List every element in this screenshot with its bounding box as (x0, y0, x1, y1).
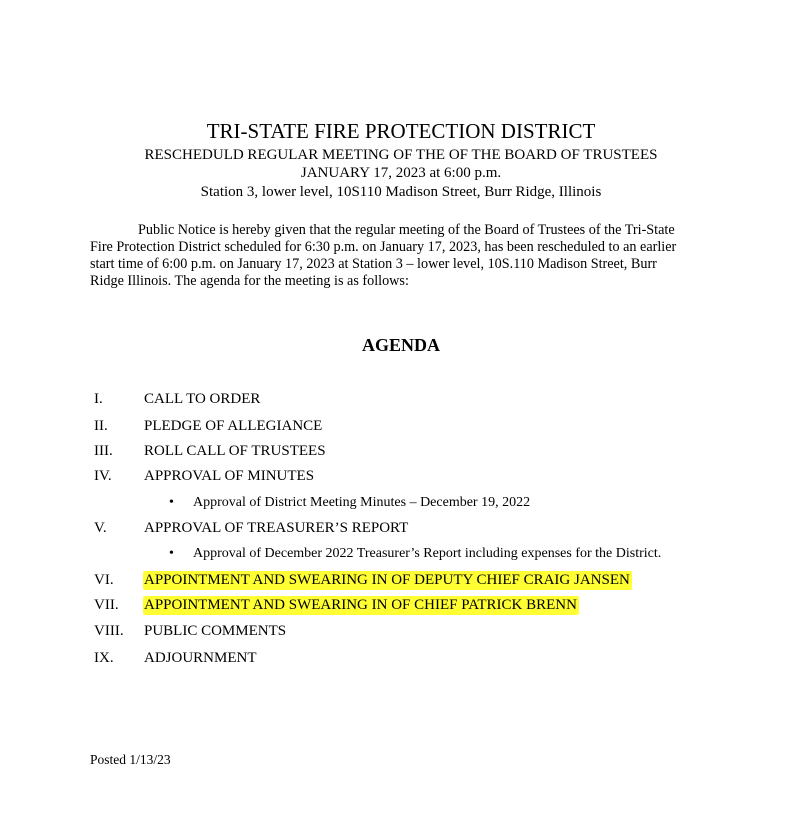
agenda-item-number: IX. (94, 650, 114, 666)
agenda-item-number: V. (94, 520, 107, 536)
agenda-item-label: CALL TO ORDER (144, 391, 261, 407)
agenda-item-label: ROLL CALL OF TRUSTEES (144, 443, 326, 459)
bullet-icon: • (169, 546, 174, 561)
agenda-item-label: PUBLIC COMMENTS (144, 623, 287, 639)
meeting-location: Station 3, lower level, 10S110 Madison Street, Burr Ridge, Illinois (200, 184, 602, 200)
agenda-item-label: PLEDGE OF ALLEGIANCE (144, 418, 323, 434)
meeting-subtitle: RESCHEDULD REGULAR MEETING OF THE OF THE BOARD OF TRUSTEES (144, 147, 658, 163)
agenda-item-number: I. (94, 391, 103, 407)
district-title: TRI-STATE FIRE PROTECTION DISTRICT (206, 119, 596, 143)
public-notice-paragraph (90, 222, 715, 290)
agenda-item-number: VII. (94, 597, 119, 613)
agenda-item-label: APPROVAL OF TREASURER’S REPORT (144, 520, 409, 536)
bullet-icon: • (169, 495, 174, 510)
agenda-item-label: ADJOURNMENT (144, 650, 257, 666)
notice-line: start time of 6:00 p.m. on January 17, 2023 at Station 3 – lower level, 10S.110 Madison Street, Burr (90, 256, 657, 272)
agenda-item-number: VI. (94, 572, 114, 588)
notice-line: Public Notice is hereby given that the regular meeting of the Board of Trustees of the Tri-State (138, 222, 675, 238)
agenda-item-number: II. (94, 418, 108, 434)
agenda-heading: AGENDA (361, 335, 440, 355)
posted-date: Posted 1/13/23 (90, 752, 171, 767)
meeting-datetime: JANUARY 17, 2023 at 6:00 p.m. (300, 165, 502, 181)
agenda-subitem-text: Approval of December 2022 Treasurer’s Report including expenses for the District. (193, 546, 662, 561)
agenda-item-label-highlighted: APPOINTMENT AND SWEARING IN OF DEPUTY CHIEF CRAIG JANSEN (144, 572, 630, 588)
agenda-item-number: III. (94, 443, 113, 459)
notice-line: Ridge Illinois. The agenda for the meeting is as follows: (90, 273, 409, 289)
agenda-item-number: IV. (94, 468, 112, 484)
agenda-item-label: APPROVAL OF MINUTES (144, 468, 315, 484)
agenda-subitem-text: Approval of District Meeting Minutes – December 19, 2022 (193, 495, 531, 510)
agenda-item-number: VIII. (94, 623, 124, 639)
notice-line: Fire Protection District scheduled for 6:30 p.m. on January 17, 2023, has been rescheduled to an earlier (90, 239, 677, 255)
agenda-item-label-highlighted: APPOINTMENT AND SWEARING IN OF CHIEF PATRICK BRENN (144, 597, 577, 613)
